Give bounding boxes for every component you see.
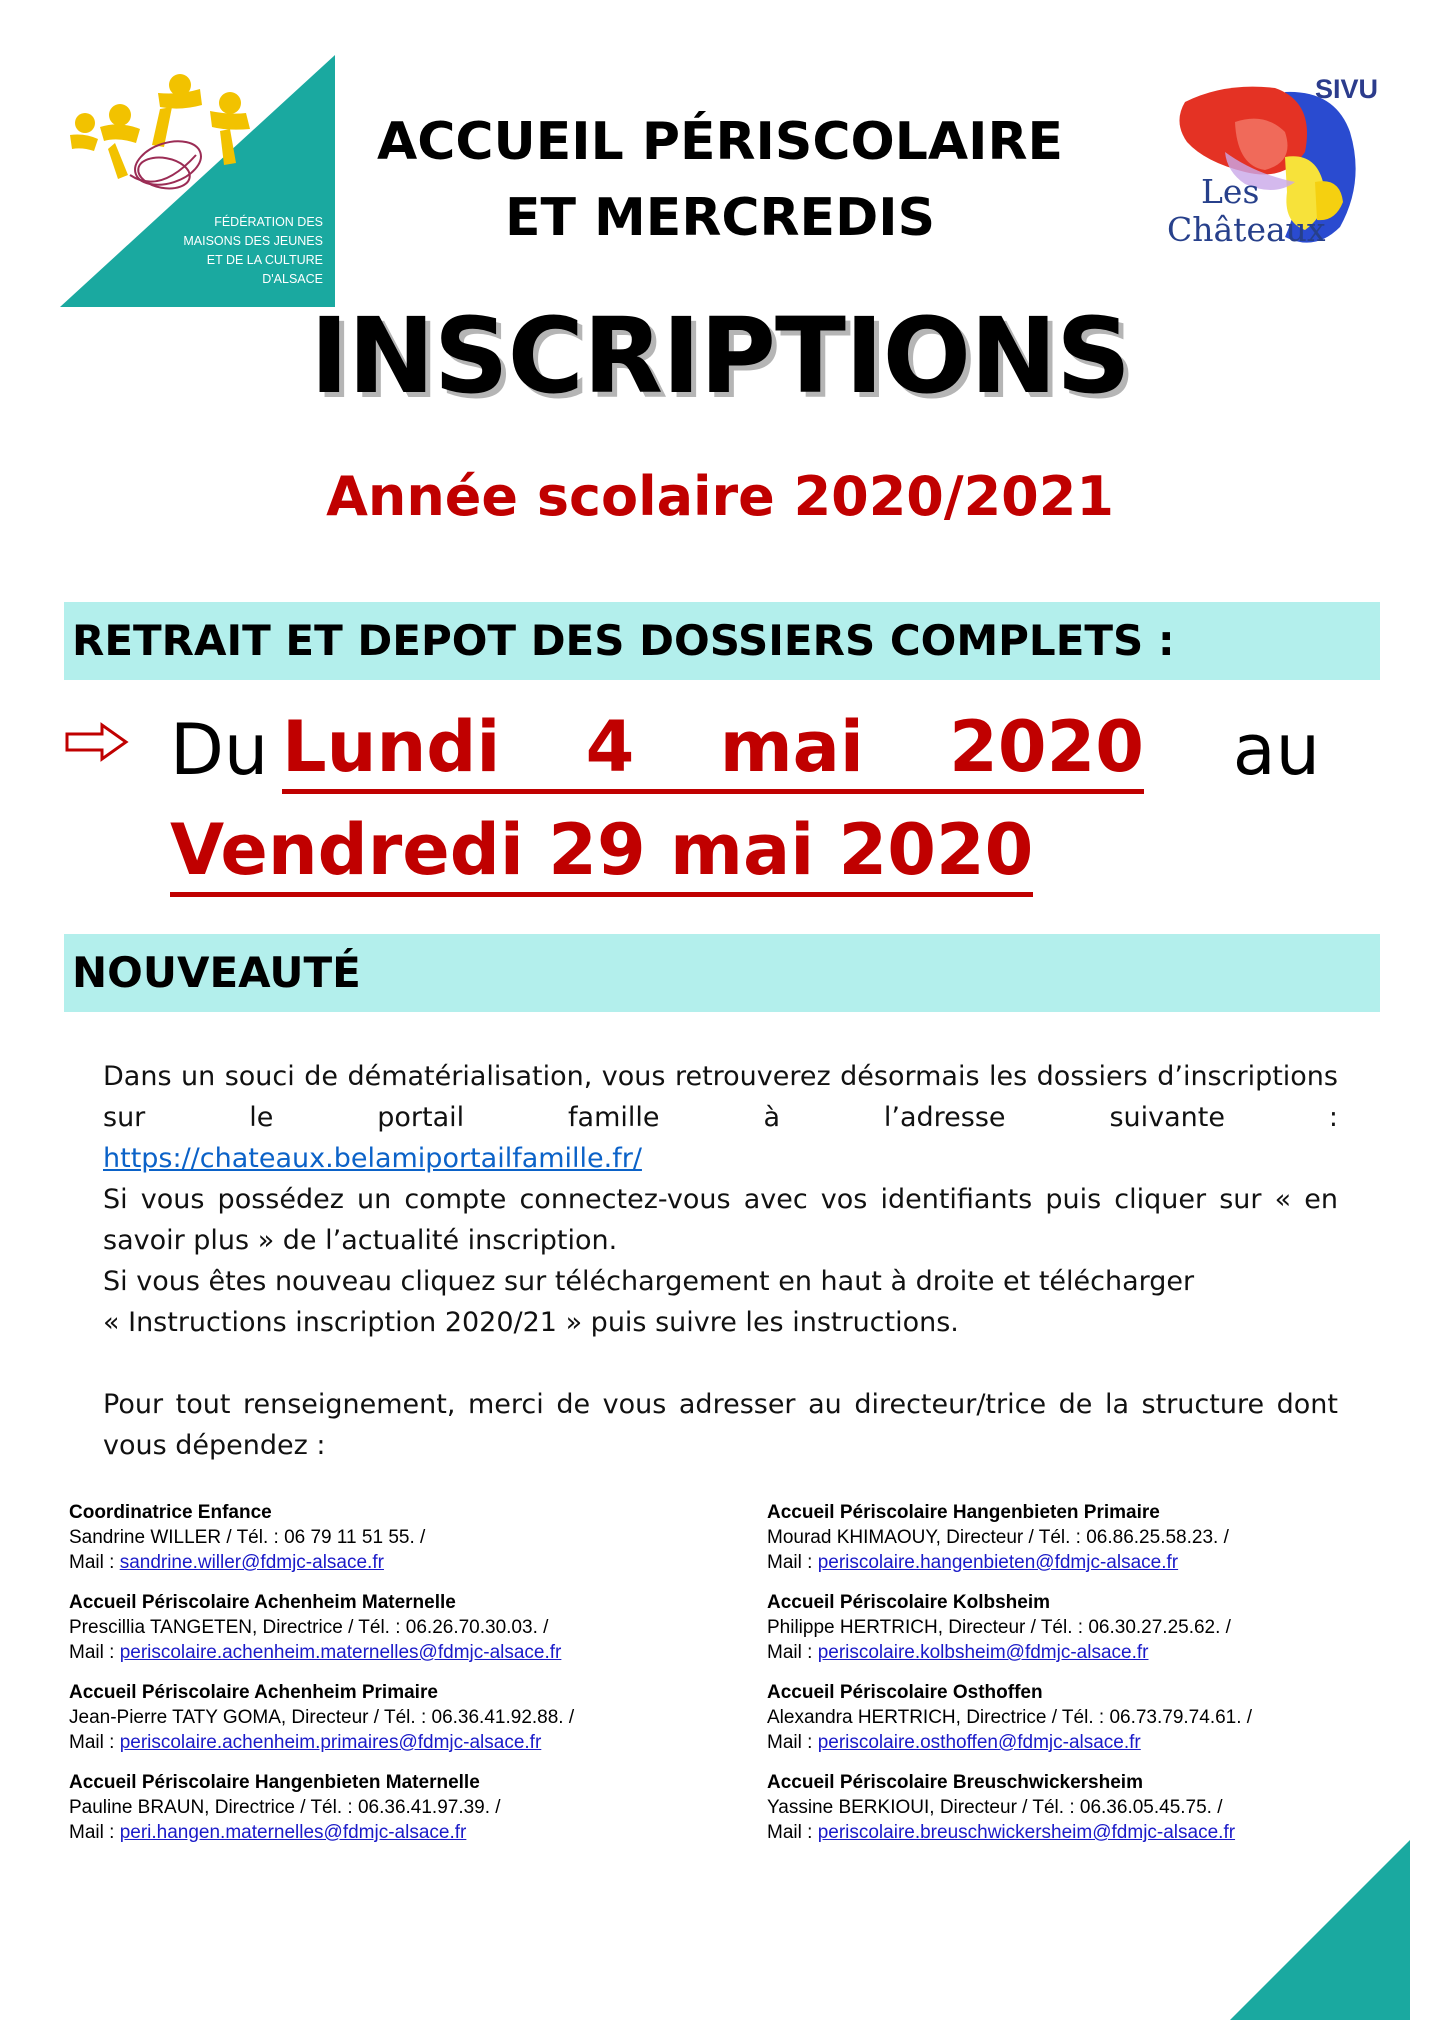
sivu-name-les: Les [1201, 172, 1260, 211]
contact-person: Sandrine WILLER / Tél. : 06 79 11 51 55. / [69, 1527, 426, 1548]
contact-email-link[interactable]: periscolaire.achenheim.maternelles@fdmjc-alsace.fr [119, 1642, 562, 1663]
date-au-label: au [1232, 709, 1320, 791]
date-range-line [170, 705, 1320, 795]
sivu-logo [1165, 62, 1379, 272]
contact-email-link[interactable]: periscolaire.breuschwickersheim@fdmjc-alsace.fr [817, 1822, 1236, 1843]
body-paragraph: « Instructions inscription 2020/21 » puis suivre les instructions. [103, 1307, 959, 1338]
contact-email-link[interactable]: periscolaire.kolbsheim@fdmjc-alsace.fr [817, 1642, 1149, 1663]
mail-label: Mail : [767, 1732, 818, 1753]
portal-link[interactable]: https://chateaux.belamiportailfamille.fr/ [103, 1143, 642, 1174]
contact-title: Accueil Périscolaire Hangenbieten Maternelle [69, 1772, 480, 1793]
contact-mail-line [69, 1640, 689, 1665]
contact-mail-line [69, 1550, 689, 1575]
title-line-1: ACCUEIL PÉRISCOLAIRE [376, 112, 1064, 172]
body-paragraph: Si vous êtes nouveau cliquez sur téléchargement en haut à droite et télécharger [103, 1266, 1195, 1297]
contact-block [767, 1500, 1387, 1575]
contact-person: Yassine BERKIOUI, Directeur / Tél. : 06.36.05.45.75. / [767, 1797, 1223, 1818]
fdmjc-text-line: D'ALSACE [262, 272, 323, 286]
contact-email-link[interactable]: peri.hangen.maternelles@fdmjc-alsace.fr [119, 1822, 467, 1843]
fdmjc-text-line: MAISONS DES JEUNES [183, 234, 323, 248]
main-heading: INSCRIPTIONS [310, 295, 1130, 417]
contact-block [767, 1680, 1387, 1755]
contact-person: Mourad KHIMAOUY, Directeur / Tél. : 06.86.25.58.23. / [767, 1527, 1229, 1548]
contact-title: Accueil Périscolaire Kolbsheim [767, 1592, 1051, 1613]
contact-person: Prescillia TANGETEN, Directrice / Tél. : 06.26.70.30.03. / [69, 1617, 549, 1638]
contact-title: Accueil Périscolaire Achenheim Maternelle [69, 1592, 456, 1613]
mail-label: Mail : [767, 1552, 818, 1573]
contact-title: Coordinatrice Enfance [69, 1502, 272, 1523]
body-paragraph: Si vous possédez un compte connectez-vous avec vos identifiants puis cliquer sur « en savoir plus » de l’actualité inscription. [103, 1184, 1338, 1256]
contact-title: Accueil Périscolaire Achenheim Primaire [69, 1682, 438, 1703]
body-paragraph: Pour tout renseignement, merci de vous adresser au directeur/trice de la structure dont vous dépendez : [103, 1389, 1338, 1461]
fdmjc-text-line: ET DE LA CULTURE [206, 253, 323, 267]
contact-block [767, 1770, 1387, 1845]
mail-label: Mail : [69, 1552, 120, 1573]
fdmjc-logo [60, 55, 335, 307]
contact-block [69, 1680, 689, 1755]
contact-block [69, 1500, 689, 1575]
contact-email-link[interactable]: periscolaire.osthoffen@fdmjc-alsace.fr [817, 1732, 1141, 1753]
paragraph-spacer [103, 1343, 1338, 1384]
body-paragraph [103, 1138, 1338, 1179]
nouveaute-heading: NOUVEAUTÉ [64, 934, 1380, 1012]
contact-block [767, 1590, 1387, 1665]
contact-block [69, 1770, 689, 1845]
title-line-2: ET MERCREDIS [504, 188, 936, 248]
fdmjc-logo-text [123, 213, 323, 289]
start-date-word: 4 [585, 706, 635, 788]
contact-email-link[interactable]: periscolaire.achenheim.primaires@fdmjc-alsace.fr [119, 1732, 542, 1753]
date-du-label: Du [170, 709, 269, 791]
contact-person: Jean-Pierre TATY GOMA, Directeur / Tél. : 06.36.41.92.88. / [69, 1707, 575, 1728]
mail-label: Mail : [69, 1732, 120, 1753]
mail-label: Mail : [767, 1642, 818, 1663]
contact-mail-line [767, 1730, 1387, 1755]
contact-mail-line [767, 1550, 1387, 1575]
contact-block [69, 1590, 689, 1665]
start-date-word: Lundi [282, 706, 501, 788]
contact-mail-line [69, 1820, 689, 1845]
hollow-right-arrow-icon [64, 722, 130, 762]
start-date-word: mai [719, 706, 864, 788]
mail-label: Mail : [69, 1642, 120, 1663]
contact-title: Accueil Périscolaire Osthoffen [767, 1682, 1043, 1703]
nouveaute-body [103, 1056, 1338, 1466]
contact-person: Philippe HERTRICH, Directeur / Tél. : 06.30.27.25.62. / [767, 1617, 1231, 1638]
contact-title: Accueil Périscolaire Hangenbieten Primaire [767, 1502, 1160, 1523]
end-date: Vendredi 29 mai 2020 [170, 808, 1033, 897]
mail-label: Mail : [767, 1822, 818, 1843]
contact-mail-line [69, 1730, 689, 1755]
contact-email-link[interactable]: periscolaire.hangenbieten@fdmjc-alsace.fr [817, 1552, 1179, 1573]
contact-mail-line [767, 1640, 1387, 1665]
contact-title: Accueil Périscolaire Breuschwickersheim [767, 1772, 1143, 1793]
start-date [282, 705, 1144, 794]
contact-person: Pauline BRAUN, Directrice / Tél. : 06.36.41.97.39. / [69, 1797, 501, 1818]
sivu-label: SIVU [1315, 74, 1379, 104]
contact-person: Alexandra HERTRICH, Directrice / Tél. : 06.73.79.74.61. / [767, 1707, 1253, 1728]
mail-label: Mail : [69, 1822, 120, 1843]
page-title [330, 104, 1110, 256]
corner-triangle-decoration [1230, 1840, 1410, 2020]
fdmjc-text-line: FÉDÉRATION DES [214, 215, 323, 229]
retrait-heading: RETRAIT ET DEPOT DES DOSSIERS COMPLETS : [64, 602, 1380, 680]
sivu-name-chateaux: Châteaux [1167, 210, 1326, 249]
start-date-word: 2020 [949, 706, 1144, 788]
contact-email-link[interactable]: sandrine.willer@fdmjc-alsace.fr [119, 1552, 384, 1573]
school-year: Année scolaire 2020/2021 [326, 465, 1114, 528]
body-paragraph: Dans un souci de dématérialisation, vous retrouverez désormais les dossiers d’inscriptions sur le portail famille à l’adresse suivante : [103, 1061, 1338, 1133]
